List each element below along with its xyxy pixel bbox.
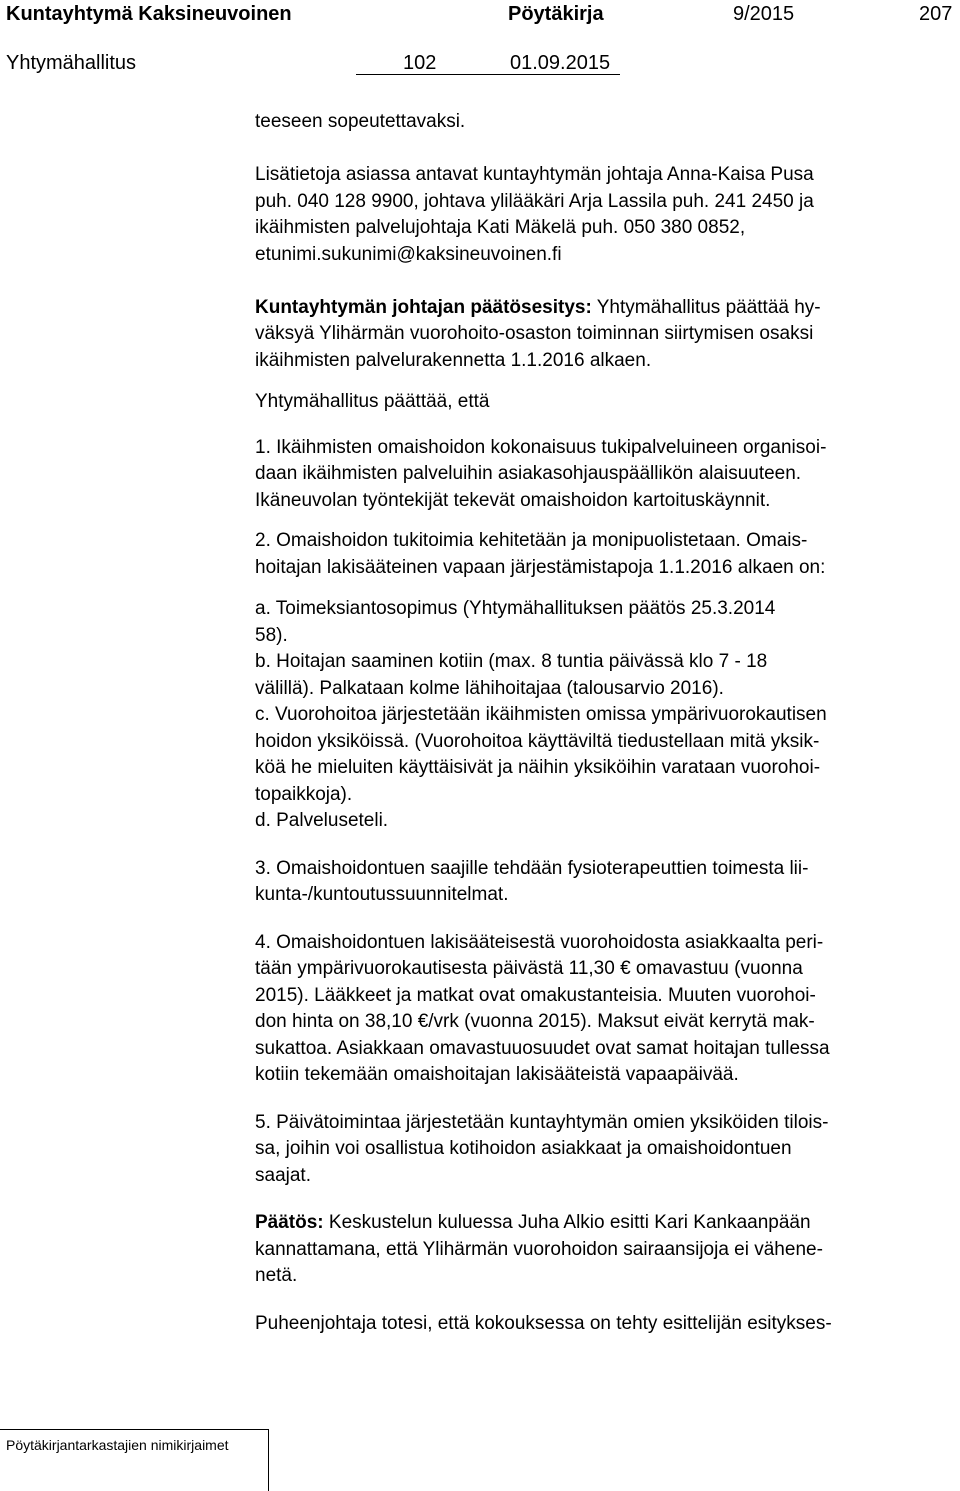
document-type: Pöytäkirja [508,3,604,25]
text-line: puh. 040 128 9900, johtava ylilääkäri Arja Lassila puh. 241 2450 ja [255,190,814,212]
contact-email: etunimi.sukunimi@kaksineuvoinen.fi [255,243,562,265]
text-line: sa, joihin voi osallistua kotihoidon asiakkaat ja omaishoidontuen [255,1138,792,1159]
text-line: Puheenjohtaja totesi, että kokouksessa on tehty esittelijän esitykses- [255,1312,832,1334]
text-line: d. Palveluseteli. [255,810,389,831]
text-line: Yhtymähallitus päättää hy- [591,296,821,318]
text-line: hoitajan lakisääteinen vapaan järjestämistapoja 1.1.2016 alkaen on: [255,556,826,578]
text-line: teeseen sopeutettavaksi. [255,111,466,132]
proposal-label: Kuntayhtymän johtajan päätösesitys: [255,296,592,318]
text-line: netä. [255,1265,298,1286]
issue-number: 9/2015 [733,3,795,25]
text-line: Ikäneuvolan työntekijät tekevät omaishoidon kartoituskäynnit. [255,489,771,511]
text-line: Lisätietoja asiassa antavat kuntayhtymän johtaja Anna-Kaisa Pusa [255,164,814,185]
body-name: Yhtymähallitus [6,52,137,74]
text-line: köä he mieluiten käyttäisivät ja näihin yksiköihin varataan vuorohoi- [255,757,821,778]
initials-label: Pöytäkirjantarkastajien nimikirjaimet [6,1437,229,1453]
text-line: daan ikäihmisten palveluihin asiakasohjauspäällikön alaisuuteen. [255,463,802,484]
text-line: kotiin tekemään omaishoitajan lakisääteistä vapaapäivää. [255,1064,739,1085]
text-line: ikäihmisten palvelujohtaja Kati Mäkelä puh. 050 380 0852, [255,217,746,238]
text-line: 5. Päivätoimintaa järjestetään kuntayhtymän omien yksiköiden tilois- [255,1111,829,1133]
text-line: hoidon yksiköissä. (Vuorohoitoa käyttäviltä tiedustellaan mitä yksik- [255,730,820,752]
text-line: kunta-/kuntoutussuunnitelmat. [255,884,509,905]
text-line: Keskustelun kuluessa Juha Alkio esitti Kari Kankaanpään [323,1212,811,1233]
section-number: 102 [403,52,437,74]
text-line: välillä). Palkataan kolme lähihoitajaa (talousarvio 2016). [255,677,724,699]
meeting-date: 01.09.2015 [510,52,611,74]
page-number: 207 [919,3,953,25]
text-line: saajat. [255,1164,311,1186]
text-line: b. Hoitajan saaminen kotiin (max. 8 tuntia päivässä klo 7 - 18 [255,651,768,672]
text-line: 2. Omaishoidon tukitoimia kehitetään ja monipuolistetaan. Omais- [255,530,808,551]
text-line: 4. Omaishoidontuen lakisääteisestä vuorohoidosta asiakkaalta peri- [255,931,824,953]
header-underline [356,74,620,75]
minutes-body [255,109,960,1337]
text-line: 3. Omaishoidontuen saajille tehdään fysioterapeuttien toimesta lii- [255,857,809,879]
text-line: tään ympärivuorokautisesta päivästä 11,30 € omavastuu (vuonna [255,958,803,979]
text-line: ikäihmisten palvelurakennetta 1.1.2016 alkaen. [255,349,652,371]
text-line: don hinta on 38,10 €/vrk (vuonna 2015). Maksut eivät kerrytä mak- [255,1011,815,1032]
text-line: 1. Ikäihmisten omaishoidon kokonaisuus tukipalveluineen organisoi- [255,436,827,458]
text-line: kannattamana, että Ylihärmän vuorohoidon sairaansijoja ei vähene- [255,1238,823,1260]
text-line: c. Vuorohoitoa järjestetään ikäihmisten omissa ympärivuorokautisen [255,704,827,725]
text-line: väksyä Ylihärmän vuorohoito-osaston toiminnan siirtymisen osaksi [255,323,814,344]
text-line: a. Toimeksiantosopimus (Yhtymähallituksen päätös 25.3.2014 [255,598,776,619]
text-line: Yhtymähallitus päättää, että [255,391,490,412]
text-line: sukattoa. Asiakkaan omavastuuosuudet ovat samat hoitajan tullessa [255,1037,830,1059]
text-line: topaikkoja). [255,783,353,805]
text-line: 2015). Lääkkeet ja matkat ovat omakustanteisia. Muuten vuorohoi- [255,984,816,1006]
decision-line [255,1210,960,1237]
text-line: 58). [255,624,288,646]
proposal-line [255,295,960,322]
decision-label: Päätös: [255,1212,324,1233]
org-name: Kuntayhtymä Kaksineuvoinen [6,3,292,25]
